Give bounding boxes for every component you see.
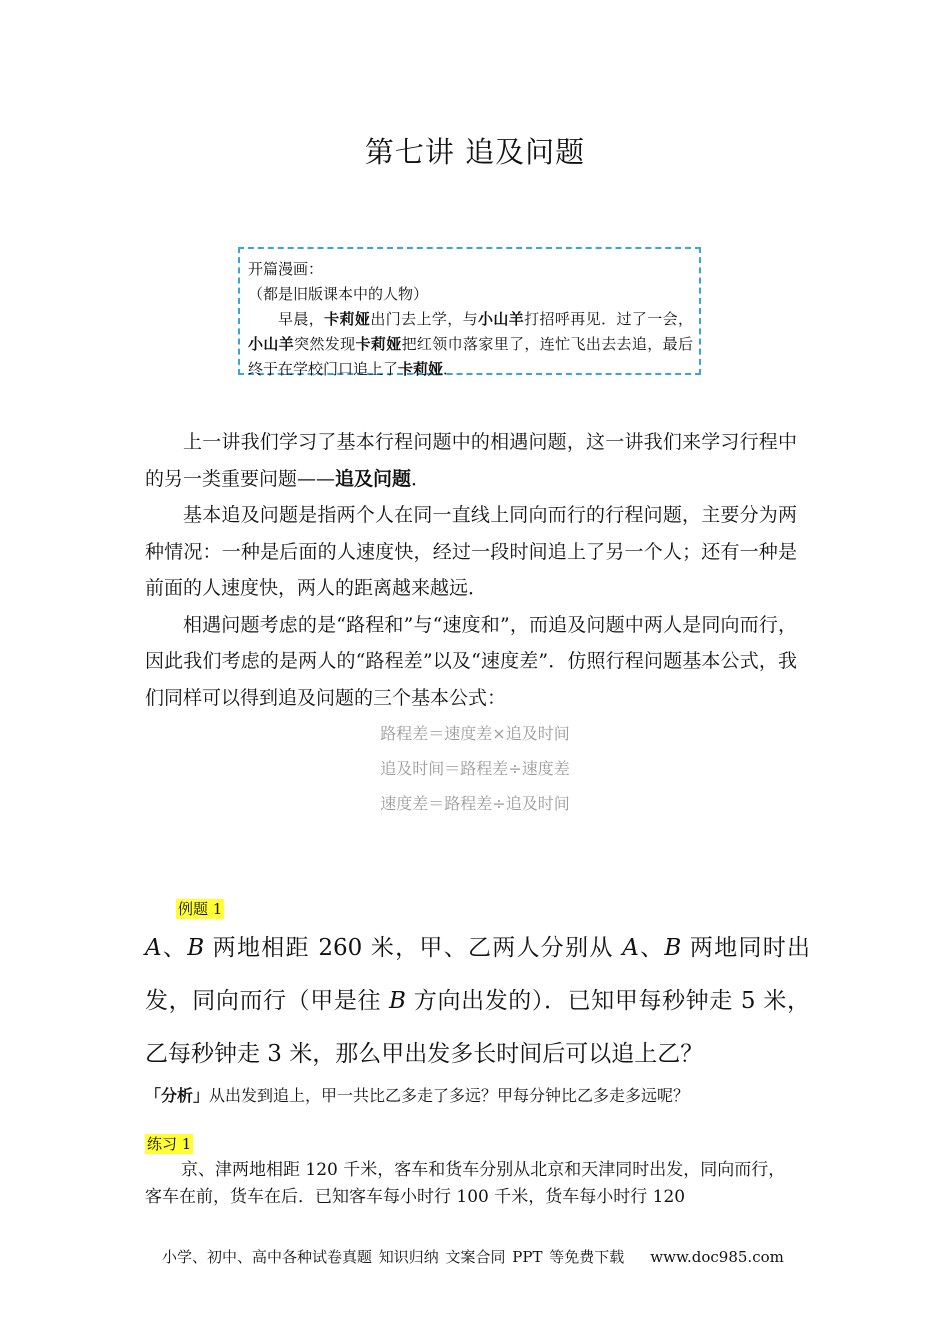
practice-section bbox=[145, 1133, 193, 1154]
place-letter: B bbox=[389, 988, 406, 1014]
character-name: 卡莉娅 bbox=[324, 310, 371, 328]
comic-note: （都是旧版课本中的人物） bbox=[248, 285, 429, 303]
footer-text: 小学、初中、高中各种试卷真题 知识归纳 文案合同 PPT 等免费下载 bbox=[162, 1248, 625, 1266]
intro-paragraph-2: 基本追及问题是指两个人在同一直线上同向而行的行程问题，主要分为两种情况：一种是后面的人速度快，经过一段时间追上了另一个人；还有一种是前面的人速度快，两人的距离越来越远． bbox=[145, 504, 797, 599]
character-name: 小山羊 bbox=[478, 310, 525, 328]
problem-text: 、 bbox=[161, 935, 188, 961]
footer-url[interactable]: www.doc985.com bbox=[650, 1248, 784, 1266]
comic-heading: 开篇漫画： bbox=[248, 260, 324, 278]
story-text: 早晨， bbox=[278, 310, 325, 328]
story-text: 突然发现 bbox=[294, 335, 356, 353]
story-text: 把红领巾落家里了，连忙飞出去去追，最后终于在学校门口追上了 bbox=[248, 335, 693, 378]
place-letter: A bbox=[622, 935, 639, 961]
practice-tag: 练习 1 bbox=[147, 1135, 192, 1153]
example-tag: 例题 1 bbox=[178, 900, 223, 918]
character-name: 卡莉娅 bbox=[355, 335, 402, 353]
character-name: 小山羊 bbox=[248, 335, 295, 353]
practice-text: 京、津两地相距 120 千米，客车和货车分别从北京和天津同时出发，同向而行，客车在前，货车在后．已知客车每小时行 100 千米，货车每小时行 120 bbox=[145, 1160, 786, 1207]
place-letter: B bbox=[664, 935, 682, 961]
page-title: 第七讲 追及问题 bbox=[364, 135, 586, 169]
intro-text bbox=[145, 424, 797, 716]
comic-box bbox=[238, 247, 701, 378]
place-letter: A bbox=[145, 935, 162, 961]
footer bbox=[162, 1246, 784, 1267]
intro-paragraph-3: 相遇问题考虑的是“路程和”与“速度和”，而追及问题中两人是同向而行，因此我们考虑的是两人的“路程差”以及“速度差”．仿照行程问题基本公式，我们同样可以得到追及问题的三个基本公式： bbox=[145, 613, 797, 709]
example-problem bbox=[145, 922, 810, 1081]
practice-problem bbox=[145, 1157, 797, 1211]
comic-story bbox=[248, 307, 693, 382]
problem-text: 、 bbox=[638, 935, 665, 961]
analysis-text: 从出发到追上，甲一共比乙多走了多远？甲每分钟比乙多走多远呢？ bbox=[209, 1086, 690, 1105]
keyword-chase-problem: 追及问题 bbox=[335, 467, 412, 490]
problem-text: 两地相距 260 米，甲、乙两人分别从 bbox=[204, 935, 623, 961]
formula-1: 路程差＝速度差×追及时间 bbox=[380, 724, 570, 743]
story-text: ． bbox=[443, 360, 459, 378]
character-name: 卡莉娅 bbox=[398, 360, 444, 378]
story-text: 打招呼再见．过了一会， bbox=[524, 310, 693, 328]
formula-2: 追及时间＝路程差÷速度差 bbox=[380, 759, 570, 778]
intro-paragraph-1: 上一讲我们学习了基本行程问题中的相遇问题，这一讲我们来学习行程中的另一类重要问题——追及问题． bbox=[145, 431, 797, 490]
story-text: 出门去上学，与 bbox=[370, 310, 478, 328]
analysis-label: 「分析」 bbox=[145, 1086, 210, 1105]
problem-text: 方向出发的）．已知甲每秒钟走 5 米，乙每秒钟走 3 米，那么甲出发多长时间后可以追上乙？ bbox=[145, 988, 810, 1067]
place-letter: B bbox=[187, 935, 205, 961]
problem-text: 两地同时出发，同向而行（甲是往 bbox=[145, 935, 811, 1014]
example-section bbox=[176, 898, 224, 919]
formula-3: 速度差＝路程差÷追及时间 bbox=[380, 794, 570, 813]
analysis bbox=[145, 1083, 689, 1106]
